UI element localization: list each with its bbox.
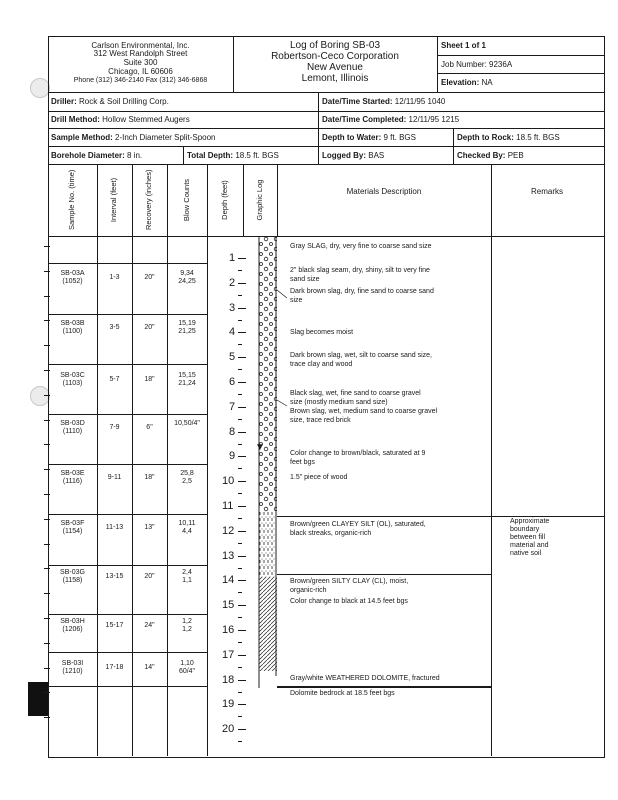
col-graphic-log: Graphic Log <box>255 179 264 221</box>
depth-to-water: Depth to Water: 9 ft. BGS <box>322 133 416 142</box>
sample-blows-2: 1,1 <box>182 577 192 584</box>
sheet-number: Sheet 1 of 1 <box>441 41 486 50</box>
remark-line: material and <box>510 542 549 549</box>
margin-tick <box>44 296 50 297</box>
sample-recovery: 13" <box>144 524 155 531</box>
depth-label: 11 <box>222 500 234 512</box>
sample-interval: 11-13 <box>105 524 124 531</box>
description-line: size, trace red brick <box>290 417 351 424</box>
margin-tick <box>44 692 50 693</box>
company-city: Chicago, IL 60606 <box>108 67 173 76</box>
punch-hole-middle <box>30 386 50 406</box>
description-line: Black slag, wet, fine sand to coarse gravel <box>290 390 421 397</box>
margin-tick <box>44 395 50 396</box>
col-remarks: Remarks <box>530 187 563 196</box>
margin-tick <box>44 593 50 594</box>
sample-time: (1103) <box>62 380 83 387</box>
log-address: New Avenue <box>307 62 363 73</box>
depth-label: 6 <box>229 376 236 388</box>
description-line: size (mostly medium sand size) <box>290 399 388 406</box>
company-suite: Suite 300 <box>123 58 158 67</box>
sample-interval: 13-15 <box>105 573 124 580</box>
sample-id: SB-03D <box>60 420 85 427</box>
sample-blows-1: 25,8 <box>180 470 194 477</box>
sample-id: SB-03G <box>60 569 85 576</box>
description-line: Gray/white WEATHERED DOLOMITE, fractured <box>290 675 440 682</box>
depth-half-tick <box>238 419 242 420</box>
sample-id: SB-03E <box>60 470 85 477</box>
description-line: Dark brown slag, wet, silt to coarse sand size, <box>290 352 433 359</box>
sample-interval: 1-3 <box>109 274 120 281</box>
remark-line: native soil <box>510 550 542 557</box>
margin-tick <box>44 717 50 718</box>
sample-blows-2: 21,24 <box>178 380 196 387</box>
depth-half-tick <box>238 295 242 296</box>
sample-interval: 3-5 <box>109 324 120 331</box>
col-materials: Materials Description <box>346 187 422 196</box>
depth-label: 14 <box>222 574 235 587</box>
checked-by: Checked By: PEB <box>457 151 524 160</box>
sample-recovery: 14" <box>144 664 155 671</box>
depth-label: 17 <box>222 648 235 661</box>
sample-blows-1: 10,50/4" <box>174 420 200 427</box>
depth-label: 3 <box>229 301 236 314</box>
depth-label: 16 <box>222 624 235 636</box>
depth-half-tick <box>238 369 242 370</box>
sample-time: (1210) <box>62 668 83 675</box>
depth-half-tick <box>238 692 242 693</box>
depth-half-tick <box>238 642 242 643</box>
depth-label: 1 <box>229 252 236 264</box>
sample-recovery: 24" <box>144 622 155 629</box>
sample-time: (1154) <box>62 528 83 535</box>
sample-time: (1116) <box>62 478 83 485</box>
sample-blows-1: 9,34 <box>180 270 194 277</box>
sample-time: (1158) <box>62 577 83 584</box>
water-level-icon: ▼ <box>255 442 265 453</box>
depth-half-tick <box>238 270 242 271</box>
log-city: Lemont, Illinois <box>301 73 369 84</box>
description-line: Gray SLAG, dry, very fine to coarse sand size <box>290 243 432 250</box>
sample-method: Sample Method: 2-Inch Diameter Split-Spoon <box>51 133 216 142</box>
sample-blows-2: 24,25 <box>178 278 196 285</box>
description-line: Slag becomes moist <box>290 329 354 336</box>
depth-half-tick <box>238 741 242 742</box>
sample-blows-1: 1,10 <box>180 660 194 667</box>
company-street: 312 West Randolph Street <box>93 49 188 58</box>
margin-tick <box>44 444 50 445</box>
logged-by: Logged By: BAS <box>322 151 385 160</box>
depth-label: 12 <box>222 524 235 537</box>
sample-id: SB-03C <box>60 372 85 379</box>
description-line: Brown slag, wet, medium sand to coarse gravel <box>290 408 438 415</box>
margin-tick <box>44 544 50 545</box>
drill-method: Drill Method: Hollow Stemmed Augers <box>51 115 190 124</box>
depth-tick <box>238 704 246 705</box>
margin-tick <box>44 345 50 346</box>
depth-half-tick <box>238 716 242 717</box>
margin-tick <box>44 494 50 495</box>
sample-blows-2: 21,25 <box>178 328 196 335</box>
sample-recovery: 6" <box>146 424 153 431</box>
elevation: Elevation: NA <box>441 78 493 87</box>
depth-label: 20 <box>222 723 235 736</box>
description-line: Color change to black at 14.5 feet bgs <box>290 598 408 605</box>
depth-half-tick <box>238 320 242 321</box>
date-started: Date/Time Started: 12/11/95 1040 <box>322 97 446 106</box>
description-line: organic-rich <box>290 587 327 594</box>
sample-time: (1100) <box>62 328 83 335</box>
depth-half-tick <box>238 568 242 569</box>
depth-label: 2 <box>229 276 236 289</box>
col-recovery: Recovery (inches) <box>144 169 153 230</box>
sample-interval: 7-9 <box>109 424 120 431</box>
sample-blows-2: 4,4 <box>182 528 192 535</box>
depth-label: 7 <box>229 400 236 413</box>
depth-label: 15 <box>222 599 235 612</box>
depth-half-tick <box>238 667 242 668</box>
description-line: Brown/green SILTY CLAY (CL), moist, <box>290 578 409 585</box>
sample-recovery: 18" <box>144 474 155 481</box>
sample-id: SB-03F <box>60 520 85 527</box>
depth-label: 13 <box>222 549 235 562</box>
depth-label: 10 <box>222 475 235 488</box>
depth-half-tick <box>238 394 242 395</box>
col-interval: Interval (feet) <box>109 177 118 223</box>
depth-label: 9 <box>229 450 236 463</box>
description-line: Color change to brown/black, saturated at 9 <box>290 450 426 457</box>
log-title: Log of Boring SB-03 <box>289 40 381 51</box>
sample-id: SB-03I <box>61 660 84 667</box>
log-client: Robertson-Ceco Corporation <box>271 51 399 62</box>
depth-half-tick <box>238 444 242 445</box>
job-number: Job Number: 9236A <box>441 60 513 69</box>
sample-blows-1: 2,4 <box>182 569 192 576</box>
sample-interval: 5-7 <box>109 376 120 383</box>
margin-tick <box>44 370 50 371</box>
sample-time: (1110) <box>62 428 83 435</box>
sample-blows-1: 1,2 <box>182 618 192 625</box>
depth-label: 8 <box>229 425 236 438</box>
sample-blows-2: 2,5 <box>182 478 192 485</box>
description-line: feet bgs <box>290 459 315 466</box>
depth-label: 4 <box>229 326 236 339</box>
company-phone: Phone (312) 346-2140 Fax (312) 346-6868 <box>73 77 208 84</box>
depth-half-tick <box>238 543 242 544</box>
description-line: Dolomite bedrock at 18.5 feet bgs <box>290 690 395 697</box>
description-line: trace clay and wood <box>290 361 353 368</box>
description-line: 1.5" piece of wood <box>290 474 348 481</box>
description-line: sand size <box>290 276 320 283</box>
description-line: 2" black slag seam, dry, shiny, silt to very fine <box>290 267 430 274</box>
description-line: black streaks, organic-rich <box>290 530 372 537</box>
depth-to-rock: Depth to Rock: 18.5 ft. BGS <box>457 133 560 142</box>
graphic-log <box>243 236 277 688</box>
sample-blows-1: 15,19 <box>178 320 196 327</box>
borehole-diameter: Borehole Diameter: 8 in. <box>51 151 143 160</box>
depth-label: 5 <box>229 351 236 364</box>
depth-half-tick <box>238 468 242 469</box>
remark-line: Approximate <box>510 518 550 525</box>
sample-id: SB-03A <box>60 270 85 277</box>
total-depth: Total Depth: 18.5 ft. BGS <box>187 151 279 160</box>
description-line: Dark brown slag, dry, fine sand to coarse sand <box>290 288 434 295</box>
sample-blows-2: 1,2 <box>182 626 192 633</box>
depth-half-tick <box>238 617 242 618</box>
col-sample-no: Sample No. (time) <box>67 169 76 230</box>
margin-tick <box>44 643 50 644</box>
sample-blows-2: 60/4" <box>178 668 196 675</box>
sample-time: (1052) <box>62 278 83 285</box>
depth-half-tick <box>238 344 242 345</box>
depth-half-tick <box>238 493 242 494</box>
sample-interval: 15-17 <box>105 622 124 629</box>
sample-time: (1206) <box>62 626 83 633</box>
company-name: Carlson Environmental, Inc. <box>91 41 190 50</box>
depth-half-tick <box>238 592 242 593</box>
remark-line: boundary <box>510 526 540 533</box>
sample-recovery: 20" <box>144 324 155 331</box>
description-line: Brown/green CLAYEY SILT (OL), saturated, <box>290 521 426 528</box>
sample-recovery: 20" <box>144 274 155 281</box>
col-depth: Depth (feet) <box>220 180 229 220</box>
depth-label: 18 <box>222 673 235 686</box>
sample-blows-1: 10,11 <box>178 520 196 527</box>
sample-interval: 9-11 <box>107 474 122 481</box>
sample-interval: 17-18 <box>105 664 124 671</box>
black-tab <box>28 682 48 716</box>
depth-tick <box>238 729 246 730</box>
date-completed: Date/Time Completed: 12/11/95 1215 <box>322 115 460 124</box>
remark-line: between fill <box>510 534 546 541</box>
sample-id: SB-03B <box>60 320 85 327</box>
sample-recovery: 18" <box>144 376 155 383</box>
depth-label: 19 <box>222 698 235 711</box>
depth-half-tick <box>238 518 242 519</box>
margin-tick <box>44 246 50 247</box>
driller: Driller: Rock & Soil Drilling Corp. <box>51 97 169 106</box>
col-blow-counts: Blow Counts <box>182 178 191 222</box>
description-line: size <box>290 297 303 304</box>
sample-recovery: 20" <box>144 573 155 580</box>
sample-blows-1: 15,15 <box>178 372 196 379</box>
sample-id: SB-03H <box>60 618 85 625</box>
punch-hole-top <box>30 78 50 98</box>
